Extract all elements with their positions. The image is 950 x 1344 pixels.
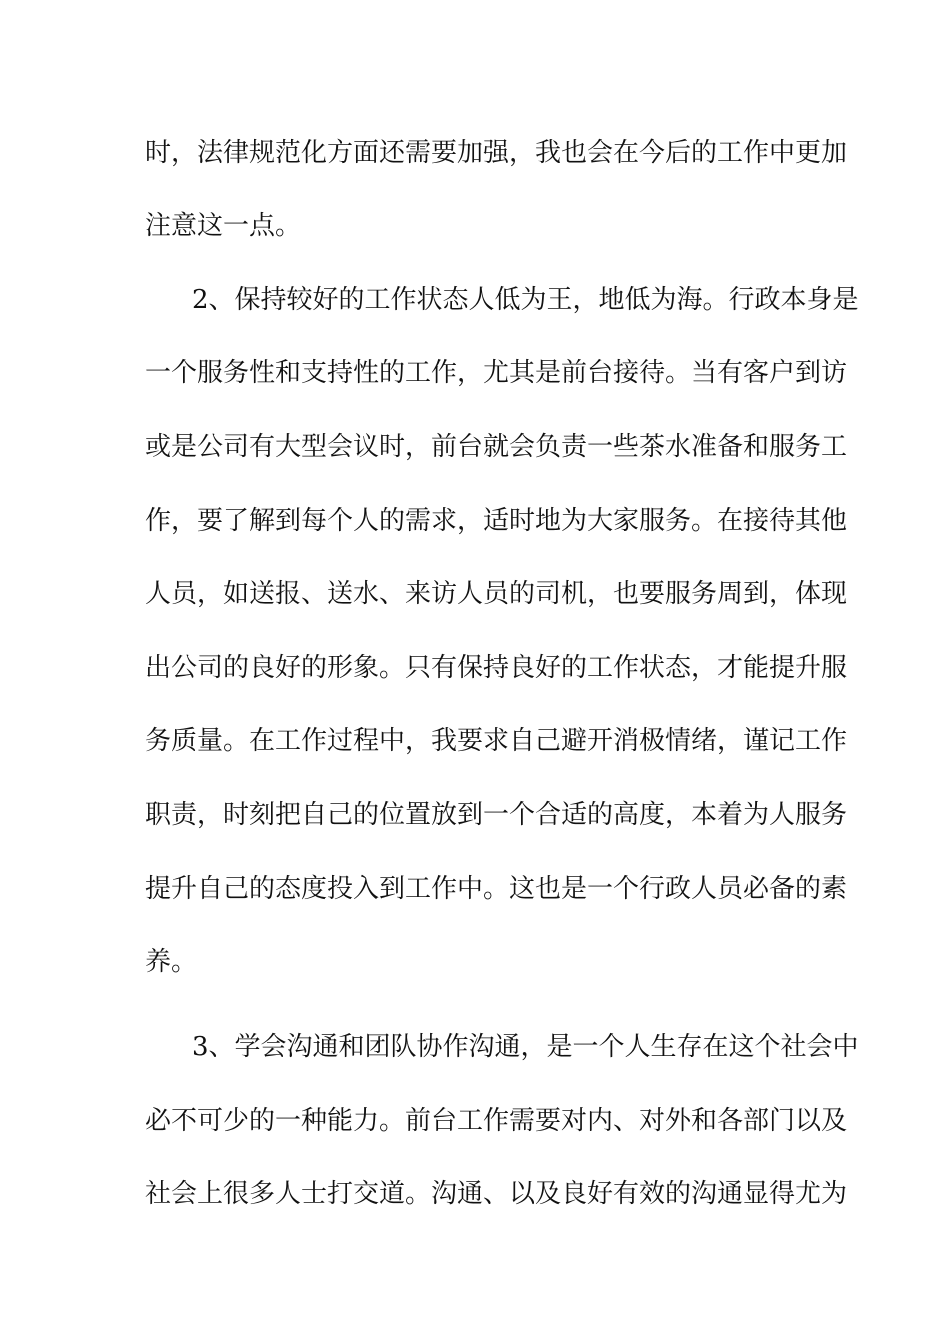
text-line: 职责，时刻把自己的位置放到一个合适的高度，本着为人服务	[145, 800, 848, 830]
text-line: 作，要了解到每个人的需求，适时地为大家服务。在接待其他	[145, 506, 848, 536]
text-line: 必不可少的一种能力。前台工作需要对内、对外和各部门以及	[145, 1106, 848, 1136]
text-line: 时，法律规范化方面还需要加强，我也会在今后的工作中更加	[145, 138, 848, 168]
text-line: 务质量。在工作过程中，我要求自己避开消极情绪，谨记工作	[145, 726, 848, 756]
text-line: 或是公司有大型会议时，前台就会负责一些茶水准备和服务工	[145, 432, 848, 462]
text-line: 人员，如送报、送水、来访人员的司机，也要服务周到，体现	[145, 579, 848, 609]
paragraph-start-line: 3、学会沟通和团队协作沟通，是一个人生存在这个社会中	[192, 1032, 859, 1062]
text-line: 社会上很多人士打交道。沟通、以及良好有效的沟通显得尤为	[145, 1179, 848, 1209]
text-line: 注意这一点。	[145, 211, 302, 241]
text-line: 出公司的良好的形象。只有保持良好的工作状态，才能提升服	[145, 653, 848, 683]
text-line: 一个服务性和支持性的工作，尤其是前台接待。当有客户到访	[145, 358, 848, 388]
text-line: 提升自己的态度投入到工作中。这也是一个行政人员必备的素	[145, 874, 848, 904]
paragraph-start-line: 2、保持较好的工作状态人低为王，地低为海。行政本身是	[192, 285, 859, 315]
text-line: 养。	[145, 947, 198, 977]
